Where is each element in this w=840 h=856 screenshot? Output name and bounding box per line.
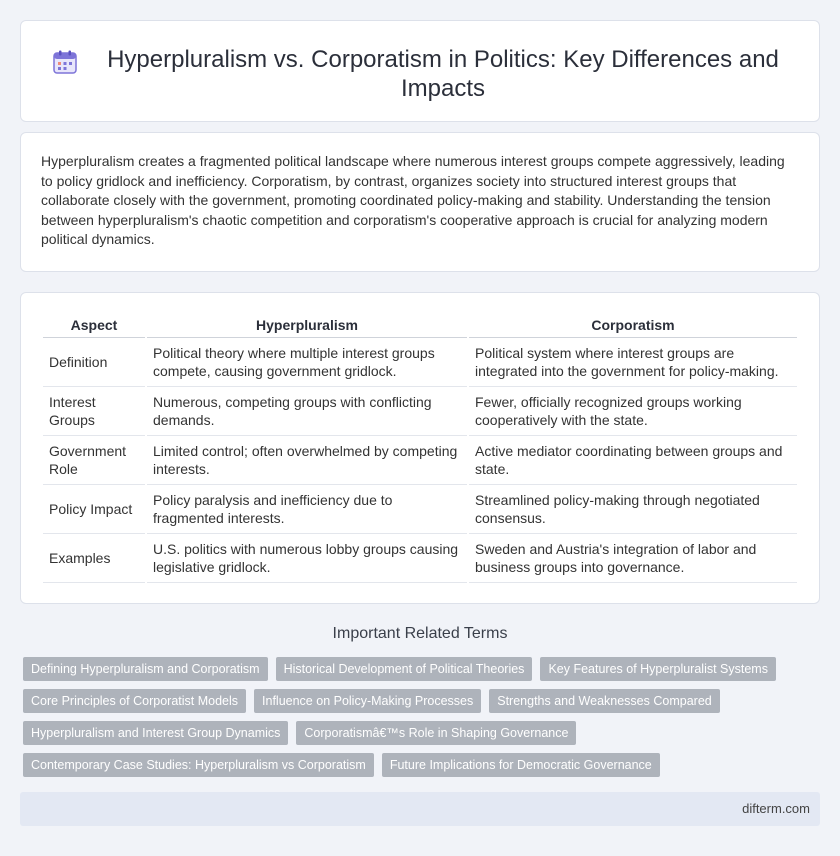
row-aspect: Policy Impact — [43, 485, 145, 534]
comparison-table-card — [20, 292, 820, 604]
calendar-icon — [52, 49, 78, 75]
table-row — [43, 534, 797, 583]
related-term-tag[interactable]: Corporatismâ€™s Role in Shaping Governance — [296, 721, 576, 745]
intro-card — [20, 132, 820, 272]
row-corporatism: Streamlined policy-making through negotiated consensus. — [469, 485, 797, 534]
related-term-tag[interactable]: Future Implications for Democratic Governance — [382, 753, 660, 777]
row-aspect: Interest Groups — [43, 387, 145, 436]
page-title: Hyperpluralism vs. Corporatism in Politics: Key Differences and Impacts — [107, 46, 779, 102]
comparison-table — [41, 314, 799, 583]
related-term-tag[interactable]: Influence on Policy-Making Processes — [254, 689, 481, 713]
header-card — [20, 20, 820, 122]
related-term-tag[interactable]: Defining Hyperpluralism and Corporatism — [23, 657, 268, 681]
table-header-row — [43, 314, 797, 338]
row-corporatism: Fewer, officially recognized groups working cooperatively with the state. — [469, 387, 797, 436]
footer-site-link[interactable]: difterm.com — [742, 801, 810, 816]
row-hyperpluralism: Limited control; often overwhelmed by competing interests. — [147, 436, 467, 485]
row-aspect: Definition — [43, 338, 145, 387]
header-hyperpluralism: Hyperpluralism — [147, 314, 467, 338]
table-row — [43, 436, 797, 485]
header-corporatism: Corporatism — [469, 314, 797, 338]
row-hyperpluralism: Policy paralysis and inefficiency due to fragmented interests. — [147, 485, 467, 534]
row-hyperpluralism: Numerous, competing groups with conflicting demands. — [147, 387, 467, 436]
table-row — [43, 485, 797, 534]
row-aspect: Examples — [43, 534, 145, 583]
related-terms-tags — [23, 657, 823, 785]
row-corporatism: Active mediator coordinating between groups and state. — [469, 436, 797, 485]
row-hyperpluralism: U.S. politics with numerous lobby groups causing legislative gridlock. — [147, 534, 467, 583]
related-term-tag[interactable]: Hyperpluralism and Interest Group Dynamics — [23, 721, 288, 745]
row-corporatism: Sweden and Austria's integration of labor and business groups into governance. — [469, 534, 797, 583]
footer — [20, 792, 820, 826]
related-term-tag[interactable]: Key Features of Hyperpluralist Systems — [540, 657, 776, 681]
header-aspect: Aspect — [43, 314, 145, 338]
row-hyperpluralism: Political theory where multiple interest groups compete, causing government gridlock. — [147, 338, 467, 387]
related-term-tag[interactable]: Historical Development of Political Theories — [276, 657, 533, 681]
related-term-tag[interactable]: Core Principles of Corporatist Models — [23, 689, 246, 713]
related-term-tag[interactable]: Contemporary Case Studies: Hyperpluralism vs Corporatism — [23, 753, 374, 777]
table-row — [43, 338, 797, 387]
row-corporatism: Political system where interest groups are integrated into the government for policy-making. — [469, 338, 797, 387]
row-aspect: Government Role — [43, 436, 145, 485]
table-row — [43, 387, 797, 436]
related-term-tag[interactable]: Strengths and Weaknesses Compared — [489, 689, 719, 713]
related-terms-heading: Important Related Terms — [332, 625, 508, 642]
intro-paragraph: Hyperpluralism creates a fragmented political landscape where numerous interest groups compete aggressively, leading to policy gridlock and inefficiency. Corporatism, by contrast, organizes society into structured interest groups that collaborate closely with the government, promoting coordinated policy-making and stability. Understanding the tension between hyperpluralism's chaotic competition and corporatism's cooperative approach is crucial for analyzing modern political dynamics. — [41, 153, 785, 247]
